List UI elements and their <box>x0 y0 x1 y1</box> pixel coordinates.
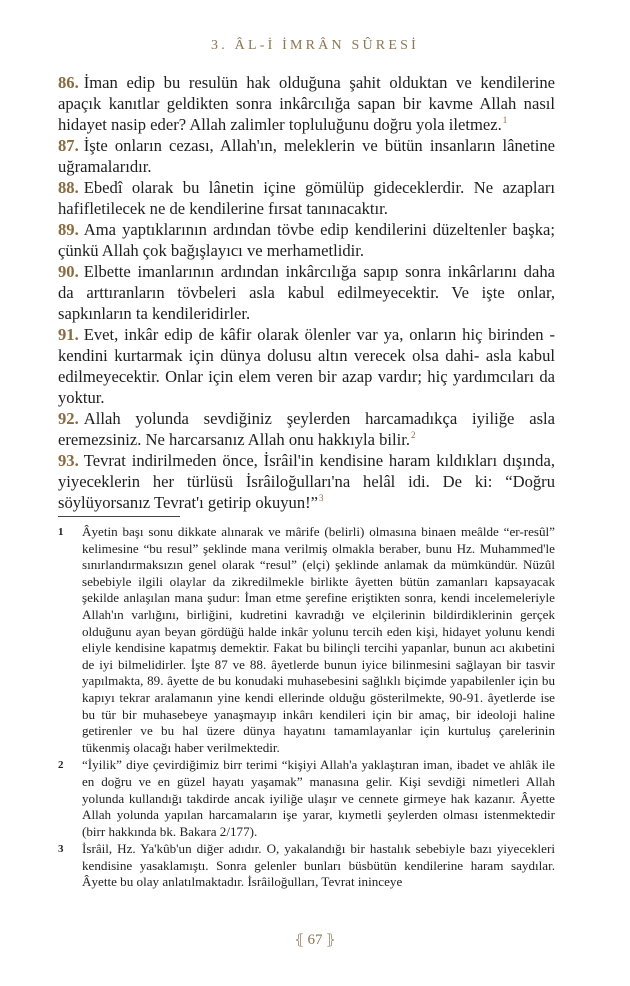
verse-text: İşte onların cezası, Allah'ın, meleklerin ve bütün insanların lânetine uğramalarıdır. <box>58 136 555 176</box>
footnote-number: 2 <box>58 759 64 772</box>
verse <box>58 177 555 219</box>
ornament-right-icon: ⦄ <box>325 933 336 948</box>
verse <box>58 135 555 177</box>
footnotes <box>58 524 555 892</box>
footnote-number: 1 <box>58 526 64 538</box>
footnote-divider <box>58 516 180 517</box>
page-number-footer <box>0 932 630 949</box>
verse-number: 91. <box>58 325 79 344</box>
running-title: 3. ÂL-İ İMRÂN SÛRESİ <box>211 38 419 53</box>
footnote-text: İsrâil, Hz. Ya'kûb'un diğer adıdır. O, yakalandığı bir hastalık sebebiyle bazı yiyecekleri kendisine yasaklamıştı. Sonra gelenler bunları büsbütün kendilerine haram saydılar. Âyette bu olay anlatılmaktadır. İsrâiloğulları, Tevrat ininceye <box>82 841 555 890</box>
verse-text: Allah yolunda sevdiğiniz şeylerden harcamadıkça iyiliğe asla eremezsiniz. Ne harcarsanız Allah onu hakkıyla bilir. <box>58 409 555 449</box>
verse-text: Elbette imanlarının ardından inkârcılığa sapıp sonra inkârlarını daha da arttıranların tövbeleri asla kabul edilmeyecektir. Ve işte onlar, sapkınların ta kendileridirler. <box>58 262 555 323</box>
footnote-text: “İyilik” diye çevirdiğimiz birr terimi “kişiyi Allah'a yaklaştıran iman, ibadet ve ahlâk ile en doğru ve en güzel hayatı yaşamak” manasına gelir. Kişi sevdiği nimetleri Allah yolunda kullandığı takdirde ancak iyiliğe ulaşır ve cennete girmeye hak kazanır. Âyette Allah yolunda yapılan harcamaların işe yarar, kıymetli şeylerden olması istenmektedir (birr hakkında bk. Bakara 2/177). <box>82 757 555 839</box>
page-number: 67 <box>307 932 323 948</box>
verse-number: 86. <box>58 73 79 92</box>
footnote-reference[interactable]: 1 <box>502 115 508 126</box>
footnote-reference[interactable]: 3 <box>319 493 324 504</box>
footnote <box>58 524 555 756</box>
verse <box>58 219 555 261</box>
verse-text: Ama yaptıklarının ardından tövbe edip kendilerini düzeltenler başka; çünkü Allah çok bağışlayıcı ve merhametlidir. <box>58 220 555 260</box>
verse-number: 89. <box>58 220 79 239</box>
verse-number: 93. <box>58 451 79 470</box>
verse-number: 92. <box>58 409 79 428</box>
verse <box>58 261 555 324</box>
verse <box>58 324 555 408</box>
footnote <box>58 841 555 891</box>
verse-text: İman edip bu resulün hak olduğuna şahit olduktan ve kendilerine apaçık kanıtlar geldikten sonra inkârcılığa sapan bir kavme Allah nasıl hidayet nasip eder? Allah zalimler topluluğunu doğru yola iletmez. <box>58 73 555 134</box>
verse <box>58 72 555 135</box>
ornament-left-icon: ⦃ <box>294 933 305 948</box>
verse-text: Ebedî olarak bu lânetin içine gömülüp gideceklerdir. Ne azapları hafifletilecek ne de kendilerine fırsat tanınacaktır. <box>58 178 555 218</box>
verse-text: Tevrat indirilmeden önce, İsrâil'in kendisine haram kıldıkları dışında, yiyeceklerin her türlüsü İsrâiloğulları'na helâl idi. De ki: “Doğru söylüyorsanız Tevrat'ı getirip okuyun!” <box>58 451 555 512</box>
footnote-number: 3 <box>58 843 64 856</box>
verse <box>58 450 555 513</box>
verse <box>58 408 555 450</box>
verse-text: Evet, inkâr edip de kâfir olarak ölenler var ya, onların hiç birinden -kendini kurtarmak için dünya dolusu altın verecek olsa dahi- asla kabul edilmeyecektir. Onlar için elem veren bir azap vardır; hiç yardımcıları da yoktur. <box>58 325 555 407</box>
verse-block <box>58 72 555 513</box>
verse-number: 87. <box>58 136 79 155</box>
footnote-reference[interactable]: 2 <box>411 430 416 441</box>
verse-number: 88. <box>58 178 79 197</box>
footnote <box>58 757 555 840</box>
verse-number: 90. <box>58 262 79 281</box>
footnote-text: Âyetin başı sonu dikkate alınarak ve mârife (belirli) olmasına binaen meâlde “er-resûl” kelimesine “bu resul” şeklinde mana verilmiş olmakla beraber, bunu Hz. Muhammed'le sınırlandırmaksızın genel olarak “resul” (elçi) şeklinde anlamak da mümkündür. Nüzûl sebebiyle ilgili olaylar da zikredilmekle birlikte âyetten bütün zamanları kapsayacak şekilde anlaşılan mana şudur: İman etme şerefine eriştikten sonra, kendi incelemeleriyle Allah'ın varlığını, birliğini, kudretini kavradığı ve elçilerinin bildirdiklerinin gerçek olduğunu ayan beyan gördüğü halde inkâr yolunu tercih eden kişi, hidayet yolunu kendi eliyle kendisine kapatmış demektir. Fakat bu bilinçli tercihi yapanlar, bunun acı akıbetini de iyi bilmelidirler. İşte 87 ve 88. âyetlerde bunun iyice bilinmesini sağlayan bir tasvir yapılmakta, 89. âyette de bu konudaki muhasebesini sağlıklı biçimde yapabilenler için bu kapıyı tekrar aralamanın yine kendi ellerinde olduğu gösterilmekte, 90-91. âyetlerde ise bu tür bir muhasebeye yanaşmayıp inkârı kendileri için bir amaç, bir ideoloji haline getirenler ve bu hal üzere dünya hayatını tamamlayanlar için kurtuluş çarelerinin tükenmiş olacağı haber verilmektedir. <box>82 524 555 755</box>
